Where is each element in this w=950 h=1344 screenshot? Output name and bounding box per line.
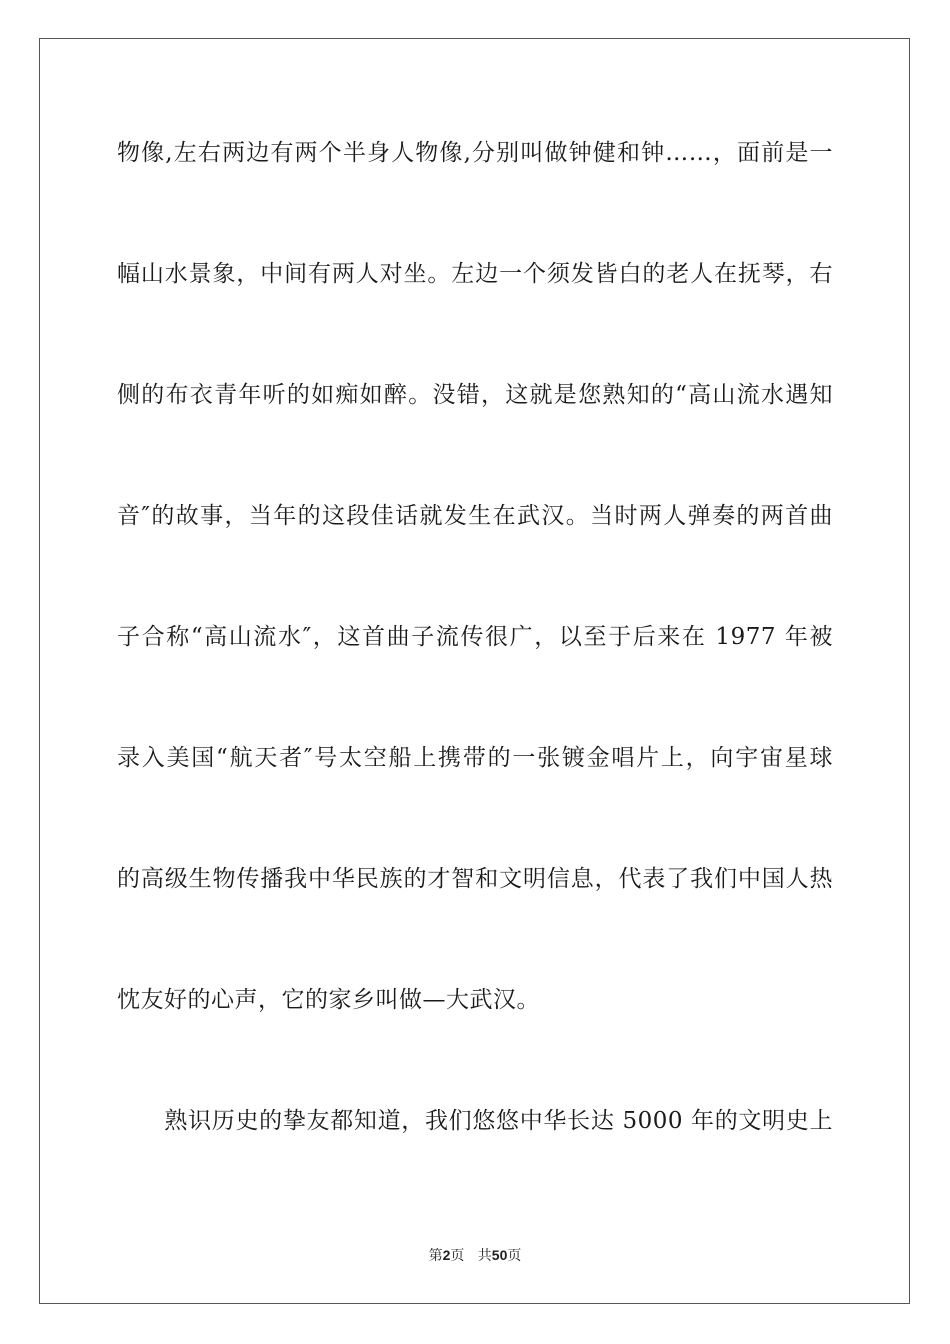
text-line-7: 的高级生物传播我中华民族的才智和文明信息，代表了我们中国人热 xyxy=(117,866,833,892)
text-line-8: 忱友好的心声，它的家乡叫做—大武汉。 xyxy=(117,987,540,1013)
footer-page-prefix: 第 xyxy=(428,1248,443,1264)
footer-total-suffix: 页 xyxy=(507,1248,522,1264)
text-line-4: 音″的故事，当年的这段佳话就发生在武汉。当时两人弹奏的两首曲 xyxy=(117,503,833,529)
footer-total-pages: 50 xyxy=(491,1247,508,1263)
footer-page-number: 2 xyxy=(442,1247,451,1263)
text-line-2: 幅山水景象，中间有两人对坐。左边一个须发皆白的老人在抚琴，右 xyxy=(117,261,833,287)
footer-total-prefix: 共 xyxy=(477,1248,492,1264)
text-line-3: 侧的布衣青年听的如痴如醉。没错，这就是您熟知的“高山流水遇知 xyxy=(117,382,833,408)
text-line-1: 物像,左右两边有两个半身人物像,分别叫做钟健和钟……，面前是一 xyxy=(117,140,833,166)
text-line-6: 录入美国“航天者″号太空船上携带的一张镀金唱片上，向宇宙星球 xyxy=(117,745,833,771)
page-footer xyxy=(0,1246,950,1265)
text-line-5: 子合称“高山流水″，这首曲子流传很广，以至于后来在 1977 年被 xyxy=(117,624,833,650)
footer-page-suffix: 页 xyxy=(450,1248,465,1264)
text-line-9: 熟识历史的挚友都知道，我们悠悠中华长达 5000 年的文明史上 xyxy=(117,1108,833,1134)
